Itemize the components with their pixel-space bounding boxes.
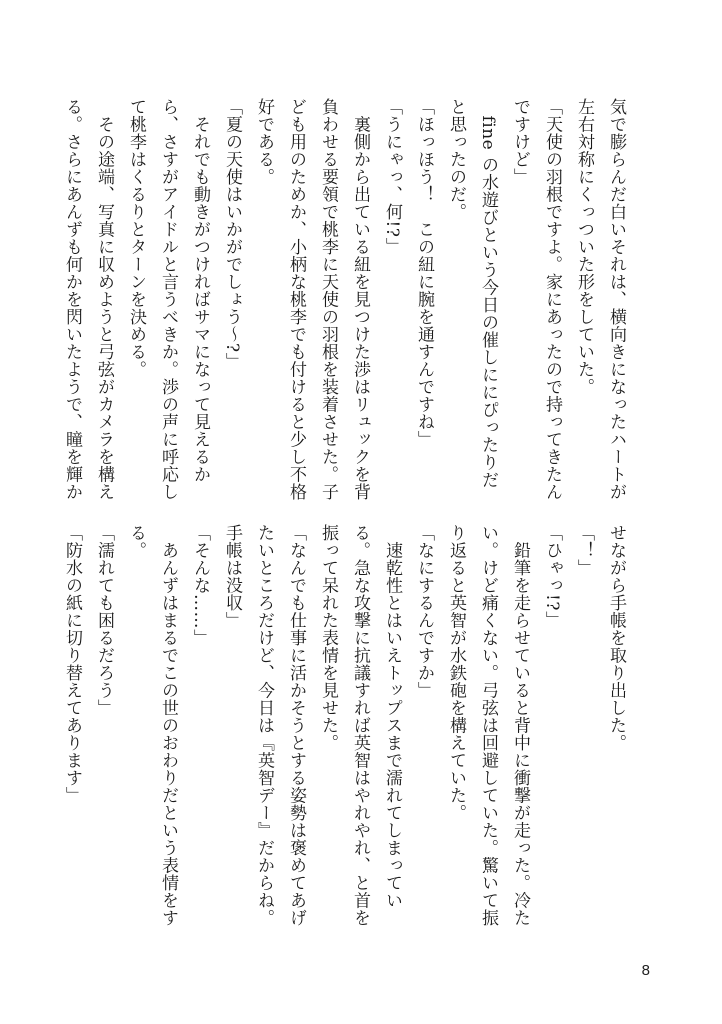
- paragraph: 裏側から出ている紐を見つけた渉はリュックを背負わせる要領で桃李に天使の羽根を装着させた。子ども用のためか、小柄な桃李でも付けると少し不格好である。: [254, 98, 370, 501]
- paragraph: 「そんな……」: [190, 524, 210, 647]
- paragraph: 「うにゃっ、何!?」: [382, 98, 402, 255]
- paragraph: せながら手帳を取り出した。: [606, 524, 626, 752]
- paragraph: その途端、写真に収めようと弓弦がカメラを構える。さらにあんずも何かを閃いたようで、瞳を輝か: [62, 98, 114, 501]
- paragraph: 速乾性とはいえトップスまで濡れてしまっている。急な攻撃に抗議すれば英智はやれやれ、と首を振って呆れた表情を見せた。: [318, 524, 402, 927]
- vertical-text-bottom: [56, 524, 632, 928]
- paragraph: 「ひゃっ!?」: [542, 524, 562, 629]
- paragraph: 「ほっほう！ この紐に腕を通すんですね」: [414, 98, 434, 448]
- page-number: 8: [641, 962, 650, 979]
- paragraph: 気で膨らんだ白いそれは、横向きになったハートが左右対称にくっついた形をしていた。: [574, 98, 626, 501]
- paragraph: それでも動きがつければサマになって見えるから、さすがアイドルと言うべきか。渉の声に呼応して桃李はくるりとターンを決める。: [126, 98, 210, 501]
- text-block-bottom: [56, 524, 656, 928]
- paragraph: 「夏の天使はいかがでしょう〜?」: [222, 98, 242, 371]
- paragraph: fine の水遊びという今日の催しににぴったりだと思ったのだ。: [446, 98, 498, 489]
- paragraph: 「！」: [574, 524, 594, 577]
- paragraph: 「なんでも仕事に活かそうとする姿勢は褒めてあげたいところだけど、今日は『英智デー』だからね。手帳は没収」: [222, 524, 306, 927]
- text-block-top: [56, 98, 656, 502]
- paragraph: 鉛筆を走らせていると背中に衝撃が走った。冷たい。けど痛くない。弓弦は回避していた。驚いて振り返ると英智が水鉄砲を構えていた。: [446, 524, 530, 927]
- paragraph: 「濡れても困るだろう」: [94, 524, 114, 717]
- paragraph: あんずはまるでこの世のおわりだという表情をする。: [126, 524, 178, 927]
- paragraph: 「防水の紙に切り替えてあります」: [62, 524, 82, 804]
- paragraph: 「なにするんですか」: [414, 524, 434, 699]
- paragraph: 「天使の羽根ですよ。家にあったので持ってきたんですけど」: [510, 98, 562, 501]
- vertical-text-top: [56, 98, 632, 502]
